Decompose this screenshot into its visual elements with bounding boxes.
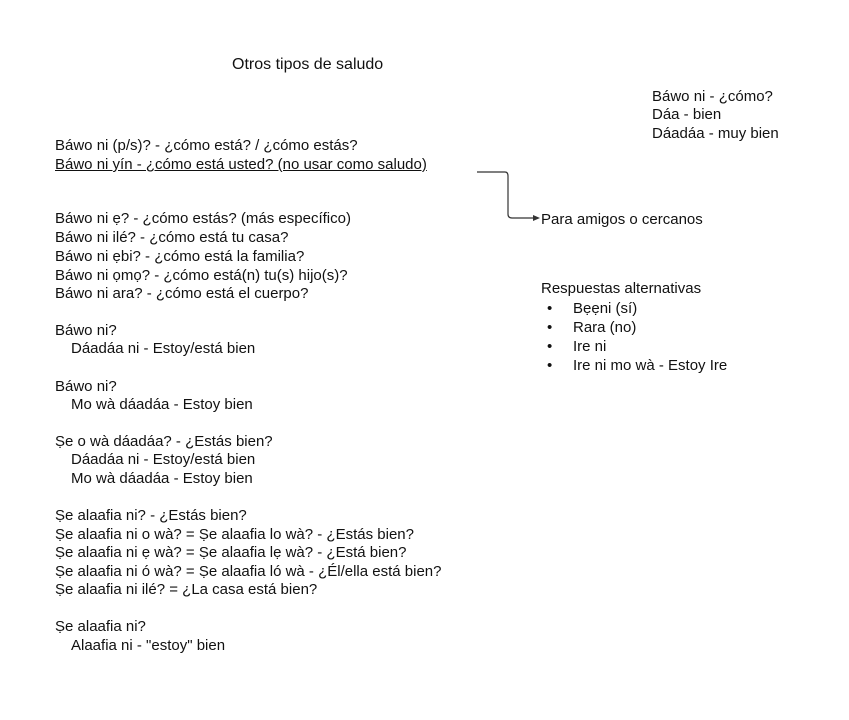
arrow-note: Para amigos o cercanos [541,211,703,228]
dialog-answer: Mo wà dáadáa - Estoy bien [71,396,253,413]
alaafia-line: Ṣe alaafia ni ó wà? = Ṣe alaafia ló wà - ¿Él/ella está bien? [55,563,442,580]
alternatives-heading: Respuestas alternativas [541,280,702,297]
alternative-item: Bẹẹni (sí) [573,300,638,317]
page-title: Otros tipos de saludo [232,56,384,73]
bullet-icon: • [547,319,553,336]
dialog-answer: Mo wà dáadáa - Estoy bien [71,470,253,487]
alaafia-line: Ṣe alaafia ni ẹ wà? = Ṣe alaafia lẹ wà? - ¿Está bien? [55,544,407,561]
dialog-question: Ṣe alaafia ni? [55,618,146,635]
alaafia-line: Ṣe alaafia ni ilé? = ¿La casa está bien? [55,581,318,598]
alaafia-line: Ṣe alaafia ni? - ¿Estás bien? [55,507,247,524]
alternative-item: Rara (no) [573,319,637,336]
dialog-answer: Alaafia ni - "estoy" bien [71,637,226,654]
bullet-icon: • [547,357,553,374]
alternative-item: Ire ni mo wà - Estoy Ire [573,357,728,374]
specific-line: Báwo ni ọmọ? - ¿cómo está(n) tu(s) hijo(s)? [55,267,348,284]
specific-line: Báwo ni ilé? - ¿cómo está tu casa? [55,229,289,246]
specific-line: Báwo ni ara? - ¿cómo está el cuerpo? [55,285,309,302]
specific-line: Báwo ni ẹbi? - ¿cómo está la familia? [55,248,305,265]
vocab-line: Dáadáa - muy bien [652,125,779,142]
bullet-icon: • [547,300,553,317]
dialog-answer: Dáadáa ni - Estoy/está bien [71,451,256,468]
dialog-question: Báwo ni? [55,378,117,395]
dialog-question: Báwo ni? [55,322,117,339]
greeting-line-formal: Báwo ni yín - ¿cómo está usted? (no usar como saludo) [55,156,427,173]
specific-line: Báwo ni ẹ? - ¿cómo estás? (más específico) [55,210,351,227]
vocab-line: Báwo ni - ¿cómo? [652,88,773,105]
greeting-line: Báwo ni (p/s)? - ¿cómo está? / ¿cómo estás? [55,137,358,154]
dialog-answer: Dáadáa ni - Estoy/está bien [71,340,256,357]
alternative-item: Ire ni [573,338,607,355]
dialog-question: Ṣe o wà dáadáa? - ¿Estás bien? [55,433,273,450]
alaafia-line: Ṣe alaafia ni o wà? = Ṣe alaafia lo wà? - ¿Estás bien? [55,526,414,543]
bullet-icon: • [547,338,553,355]
vocab-line: Dáa - bien [652,106,722,123]
